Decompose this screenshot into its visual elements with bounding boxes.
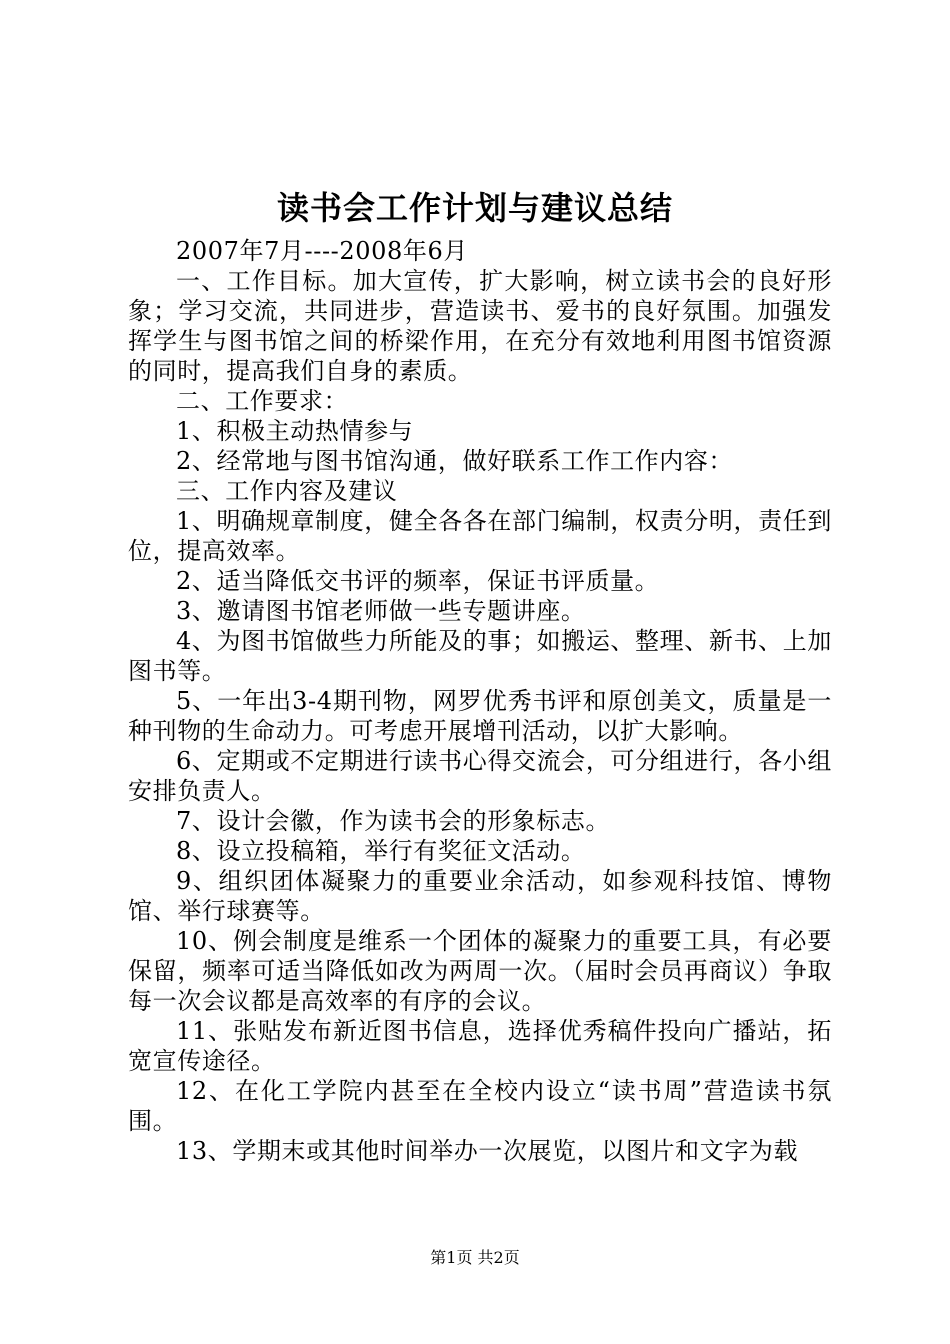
- paragraph: 1、积极主动热情参与: [176, 417, 414, 445]
- paragraph: 8、设立投稿箱，举行有奖征文活动。: [176, 837, 586, 865]
- paragraph: 二、工作要求：: [176, 387, 349, 415]
- paragraph: 5、一年出3-4期刊物，网罗优秀书评和原创美文，质量是一种刊物的生命动力。可考虑开展增刊活动，以扩大影响。: [128, 687, 832, 745]
- paragraph: 2、适当降低交书评的频率，保证书评质量。: [176, 567, 660, 595]
- paragraph: 2、经常地与图书馆沟通，做好联系工作工作内容：: [176, 447, 734, 475]
- paragraph: 12、在化工学院内甚至在全校内设立“读书周”营造读书氛围。: [128, 1077, 832, 1135]
- date-range: 2007年7月----2008年6月: [176, 237, 468, 265]
- document-title: 读书会工作计划与建议总结: [276, 189, 673, 227]
- page-footer: 第1页 共2页: [430, 1248, 520, 1267]
- paragraph: 三、工作内容及建议: [176, 477, 398, 505]
- paragraph: 13、学期末或其他时间举办一次展览，以图片和文字为载: [176, 1137, 799, 1165]
- paragraph: 11、张贴发布新近图书信息，选择优秀稿件投向广播站，拓宽宣传途径。: [128, 1017, 832, 1075]
- paragraph: 1、明确规章制度，健全各各在部门编制，权责分明，责任到位，提高效率。: [128, 507, 832, 565]
- paragraph: 4、为图书馆做些力所能及的事；如搬运、整理、新书、上加图书等。: [128, 627, 832, 685]
- paragraph: 6、定期或不定期进行读书心得交流会，可分组进行，各小组安排负责人。: [128, 747, 832, 805]
- paragraph: 10、例会制度是维系一个团体的凝聚力的重要工具，有必要保留，频率可适当降低如改为两周一次。（届时会员再商议）争取每一次会议都是高效率的有序的会议。: [128, 927, 832, 1015]
- paragraph: 一、工作目标。加大宣传，扩大影响，树立读书会的良好形象；学习交流，共同进步，营造读书、爱书的良好氛围。加强发挥学生与图书馆之间的桥梁作用，在充分有效地利用图书馆资源的同时，提高我们自身的素质。: [128, 267, 832, 385]
- paragraph: 9、组织团体凝聚力的重要业余活动，如参观科技馆、博物馆、举行球赛等。: [128, 867, 832, 925]
- paragraph: 7、设计会徽，作为读书会的形象标志。: [176, 807, 611, 835]
- document-body: [128, 236, 832, 1166]
- paragraph: 3、邀请图书馆老师做一些专题讲座。: [176, 597, 586, 625]
